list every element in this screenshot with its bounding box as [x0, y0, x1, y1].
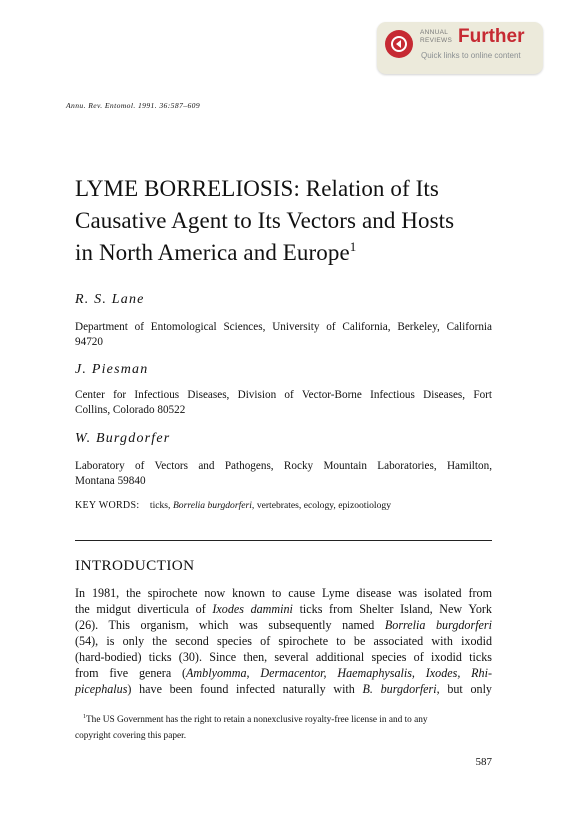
- author-affiliation: Department of Entomological Sciences, University of California, Berkeley, California: [75, 321, 492, 333]
- play-back-circle-icon[interactable]: [385, 30, 413, 58]
- footnote-marker: 1: [83, 714, 86, 720]
- keyword: vertebrates, ecology, epizootiology: [256, 500, 391, 511]
- body-line: (hard-bodied) ticks (30). Since then, several additional species of ixodid ticks: [75, 650, 492, 664]
- icon-ring: [391, 36, 407, 52]
- section-divider: [75, 540, 492, 541]
- badge-reviews-label: REVIEWS: [420, 37, 453, 44]
- author-name: W. Burgdorfer: [75, 431, 171, 446]
- text-span: from five genera (: [75, 666, 187, 680]
- author-name: J. Piesman: [75, 362, 149, 377]
- species-name: Borrelia burgdorferi: [384, 618, 492, 632]
- title-line-1: LYME BORRELIOSIS: Relation of Its: [75, 176, 439, 201]
- author-affiliation: 94720: [75, 336, 103, 348]
- article-title: [75, 173, 535, 269]
- genus-name: picephalus: [75, 682, 128, 696]
- author-name: R. S. Lane: [75, 292, 145, 307]
- badge-annual-reviews: [420, 29, 452, 45]
- title-line-3: [75, 237, 535, 269]
- author-affiliation: Collins, Colorado 80522: [75, 404, 186, 416]
- title-line-2: Causative Agent to Its Vectors and Hosts: [75, 208, 455, 233]
- badge-further-label[interactable]: Further: [458, 26, 525, 47]
- footnote-line: [75, 713, 492, 727]
- badge-annual-label: ANNUAL: [420, 29, 449, 36]
- page-number: 587: [475, 756, 492, 768]
- text-span: ticks from Shelter Island, New York: [299, 602, 492, 616]
- body-line: [75, 681, 492, 697]
- footnote-line: copyright covering this paper.: [75, 731, 187, 741]
- journal-citation: Annu. Rev. Entomol. 1991. 36:587–609: [66, 101, 201, 110]
- body-line: In 1981, the spirochete now known to cause Lyme disease was isolated from: [75, 586, 492, 600]
- text-span: ) have been found infected naturally with: [127, 682, 355, 696]
- keyword: Borrelia burgdorferi,: [172, 500, 255, 511]
- text-span: the midgut diverticula of: [75, 602, 206, 616]
- author-affiliation: Center for Infectious Diseases, Division of Vector-Borne Infectious Diseases, Fort: [75, 389, 492, 401]
- title-line-3-text: in North America and Europe: [75, 240, 350, 265]
- keyword: ticks,: [149, 500, 171, 511]
- title-footnote-marker: 1: [349, 239, 357, 254]
- author-affiliation: Laboratory of Vectors and Pathogens, Rocky Mountain Laboratories, Hamilton,: [75, 460, 492, 472]
- author-affiliation: Montana 59840: [75, 475, 146, 487]
- genus-list: Amblyomma, Dermacentor, Haemaphysalis, Ixodes, Rhi-: [186, 666, 492, 680]
- keywords-label: KEY WORDS:: [75, 500, 140, 511]
- body-line: [75, 665, 492, 681]
- species-name: Ixodes dammini: [212, 602, 293, 616]
- section-heading: INTRODUCTION: [75, 557, 195, 574]
- body-line: [75, 617, 492, 633]
- icon-triangle: [396, 40, 401, 48]
- text-span: , but only: [436, 682, 492, 696]
- keywords: [75, 500, 391, 511]
- footnote-text: The US Government has the right to retain a nonexclusive royalty-free license in and to any: [86, 715, 428, 725]
- text-span: (26). This organism, which was subsequently named: [75, 618, 375, 632]
- badge-subtitle[interactable]: Quick links to online content: [421, 51, 521, 60]
- body-line: (54), is only the second species of spirochete to be associated with ixodid: [75, 634, 492, 648]
- species-name: B. burgdorferi: [362, 682, 437, 696]
- body-line: [75, 601, 492, 617]
